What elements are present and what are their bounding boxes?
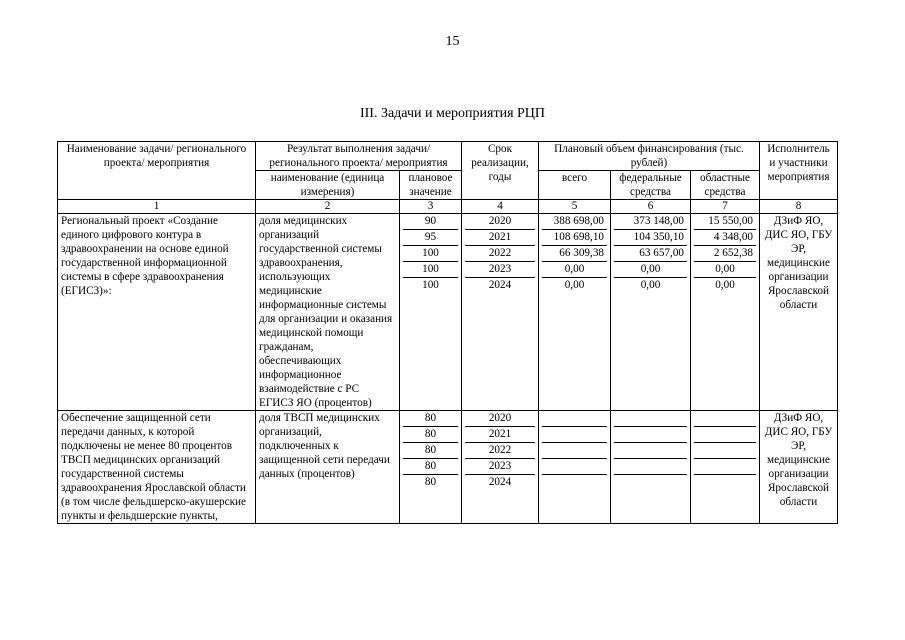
header-result-value: плановое значение — [400, 171, 462, 200]
total-value — [542, 411, 607, 427]
year-value: 2021 — [465, 427, 535, 443]
header-total: всего — [539, 171, 611, 200]
year-value: 2023 — [465, 459, 535, 475]
total-value: 66 309,38 — [542, 246, 607, 262]
total-value: 108 698,10 — [542, 230, 607, 246]
result-cell: доля медицинских организаций государственной системы здравоохранения, использующих медицинские информационные системы для организации и оказания медицинской помощи гражданам, обеспечивающих информационное взаимодействие с РС ЕГИСЗ ЯО (процентов) — [256, 214, 400, 411]
federal-stack — [611, 214, 691, 411]
planned-value: 80 — [403, 459, 458, 475]
federal-value — [614, 459, 687, 475]
year-stack — [462, 411, 539, 524]
table-row — [58, 214, 838, 411]
column-numbers-row — [58, 200, 838, 214]
total-value — [542, 459, 607, 475]
task-cell: Обеспечение защищенной сети передачи данных, к которой подключены не менее 80 процентов ТВСП медицинских организаций государственной системы здравоохранения Ярославской области (в том числе фельдшерско-акушерские пункты и фельдшерские пункты, — [58, 411, 256, 524]
table-row — [58, 411, 838, 524]
header-result: Результат выполнения задачи/ регионального проекта/ мероприятия — [256, 142, 462, 171]
regional-value — [694, 475, 756, 490]
planned-value: 100 — [403, 246, 458, 262]
total-stack — [539, 214, 611, 411]
planned-value: 80 — [403, 443, 458, 459]
value-stack — [400, 214, 462, 411]
federal-value: 63 657,00 — [614, 246, 687, 262]
column-number: 8 — [760, 200, 838, 214]
section-title: III. Задачи и мероприятия РЦП — [359, 106, 546, 121]
year-value: 2023 — [465, 262, 535, 278]
year-stack — [462, 214, 539, 411]
column-number: 5 — [539, 200, 611, 214]
column-number: 7 — [691, 200, 760, 214]
regional-value: 15 550,00 — [694, 214, 756, 230]
planned-value: 90 — [403, 214, 458, 230]
year-value: 2020 — [465, 214, 535, 230]
header-result-name: наименование (единица измерения) — [256, 171, 400, 200]
total-value: 0,00 — [542, 262, 607, 278]
header-period: Срок реализации, годы — [462, 142, 539, 200]
executor-cell: ДЗиФ ЯО, ДИС ЯО, ГБУ ЭР, медицинские организации Ярославской области — [760, 214, 838, 411]
column-number: 1 — [58, 200, 256, 214]
federal-value — [614, 443, 687, 459]
total-value: 388 698,00 — [542, 214, 607, 230]
header-funding: Плановый объем финансирования (тыс. рублей) — [539, 142, 760, 171]
federal-value — [614, 475, 687, 490]
total-value — [542, 443, 607, 459]
federal-value: 0,00 — [640, 279, 661, 291]
planned-value: 95 — [403, 230, 458, 246]
year-value: 2020 — [465, 411, 535, 427]
federal-value: 0,00 — [614, 262, 687, 278]
federal-stack — [611, 411, 691, 524]
federal-value: 373 148,00 — [614, 214, 687, 230]
column-number: 4 — [462, 200, 539, 214]
year-value: 2022 — [465, 246, 535, 262]
regional-stack — [691, 214, 760, 411]
regional-stack — [691, 411, 760, 524]
column-number: 3 — [400, 200, 462, 214]
column-number: 2 — [256, 200, 400, 214]
regional-value: 0,00 — [715, 279, 735, 291]
header-executor: Исполнитель и участники мероприятия — [760, 142, 838, 200]
federal-value — [614, 411, 687, 427]
tasks-table — [57, 141, 838, 524]
regional-value: 0,00 — [694, 262, 756, 278]
planned-value: 80 — [403, 427, 458, 443]
regional-value: 4 348,00 — [694, 230, 756, 246]
column-number: 6 — [611, 200, 691, 214]
year-value: 2024 — [488, 279, 512, 291]
regional-value — [694, 411, 756, 427]
total-value — [542, 427, 607, 443]
regional-value: 2 652,38 — [694, 246, 756, 262]
header-regional: областные средства — [691, 171, 760, 200]
task-cell: Региональный проект «Создание единого цифрового контура в здравоохранении на основе единой государственной информационной системы в сфере здравоохранения (ЕГИСЗ)»: — [58, 214, 256, 411]
regional-value — [694, 443, 756, 459]
value-stack — [400, 411, 462, 524]
total-stack — [539, 411, 611, 524]
year-value: 2024 — [488, 476, 512, 488]
federal-value — [614, 427, 687, 443]
regional-value — [694, 459, 756, 475]
year-value: 2021 — [465, 230, 535, 246]
header-federal: федеральные средства — [611, 171, 691, 200]
result-cell: доля ТВСП медицинских организаций, подключенных к защищенной сети передачи данных (процентов) — [256, 411, 400, 524]
total-value: 0,00 — [564, 279, 585, 291]
federal-value: 104 350,10 — [614, 230, 687, 246]
planned-value: 80 — [424, 476, 437, 488]
total-value — [542, 475, 607, 490]
planned-value: 100 — [403, 262, 458, 278]
planned-value: 100 — [422, 279, 439, 291]
year-value: 2022 — [465, 443, 535, 459]
planned-value: 80 — [403, 411, 458, 427]
page-number: 15 — [445, 34, 460, 49]
executor-cell: ДЗиФ ЯО, ДИС ЯО, ГБУ ЭР, медицинские организации Ярославской области — [760, 411, 838, 524]
header-task: Наименование задачи/ регионального проекта/ мероприятия — [58, 142, 256, 200]
regional-value — [694, 427, 756, 443]
